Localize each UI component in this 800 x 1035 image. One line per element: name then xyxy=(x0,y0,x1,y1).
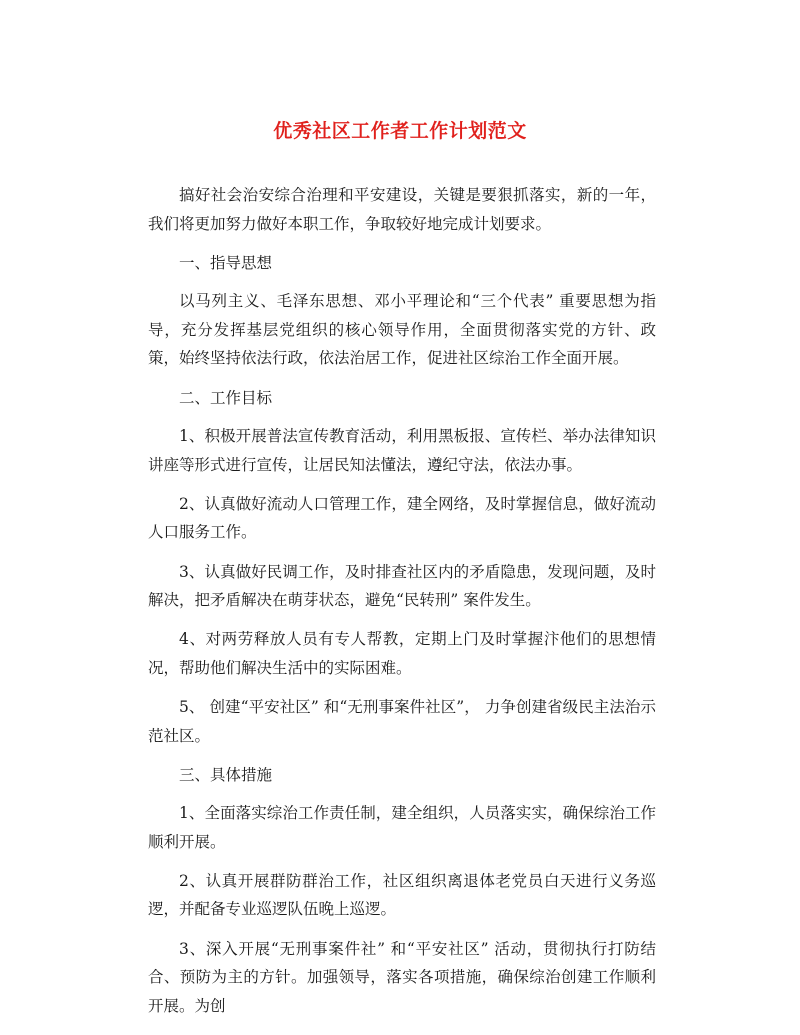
goal-item-3: 3、认真做好民调工作，及时排查社区内的矛盾隐患，发现问题，及时解决，把矛盾解决在萌芽状态，避免“民转刑” 案件发生。 xyxy=(148,562,656,610)
goal-item-5: 5、 创建“平安社区” 和“无刑事案件社区”， 力争创建省级民主法治示范社区。 xyxy=(148,697,656,745)
section-heading-work-goals: 二、工作目标 xyxy=(179,388,273,407)
goal-item-2: 2、认真做好流动人口管理工作，建全网络，及时掌握信息，做好流动人口服务工作。 xyxy=(148,494,656,542)
section-heading-measures: 三、具体措施 xyxy=(179,765,273,784)
measure-item-2: 2、认真开展群防群治工作，社区组织离退体老党员白天进行义务巡逻，并配备专业巡逻队伍晚上巡逻。 xyxy=(148,871,656,919)
section-heading-guiding-ideology: 一、指导思想 xyxy=(179,253,273,272)
intro-paragraph: 搞好社会治安综合治理和平安建设，关键是要狠抓落实，新的一年，我们将更加努力做好本职工作，争取较好地完成计划要求。 xyxy=(148,186,656,233)
measure-item-3: 3、深入开展“无刑事案件社” 和“平安社区” 活动，贯彻执行打防结合、预防为主的方针。加强领导，落实各项措施，确保综治创建工作顺利开展。为创 xyxy=(148,939,656,1015)
document-title: 优秀社区工作者工作计划范文 xyxy=(273,120,527,142)
measure-item-1: 1、全面落实综治工作责任制，建全组织，人员落实实，确保综治工作顺利开展。 xyxy=(148,804,656,851)
paragraph-guiding-ideology: 以马列主义、毛泽东思想、邓小平理论和“三个代表” 重要思想为指导，充分发挥基层党组织的核心领导作用，全面贯彻落实党的方针、政策，始终坚持依法行政，依法治居工作，促进社区综治工作全面开展。 xyxy=(148,292,656,368)
goal-item-4: 4、对两劳释放人员有专人帮教，定期上门及时掌握汴他们的思想情况，帮助他们解决生活中的实际困难。 xyxy=(148,630,656,677)
goal-item-1: 1、积极开展普法宣传教育活动，利用黑板报、宣传栏、举办法律知识讲座等形式进行宣传，让居民知法懂法，遵纪守法，依法办事。 xyxy=(148,427,656,474)
document-body xyxy=(148,181,656,1031)
